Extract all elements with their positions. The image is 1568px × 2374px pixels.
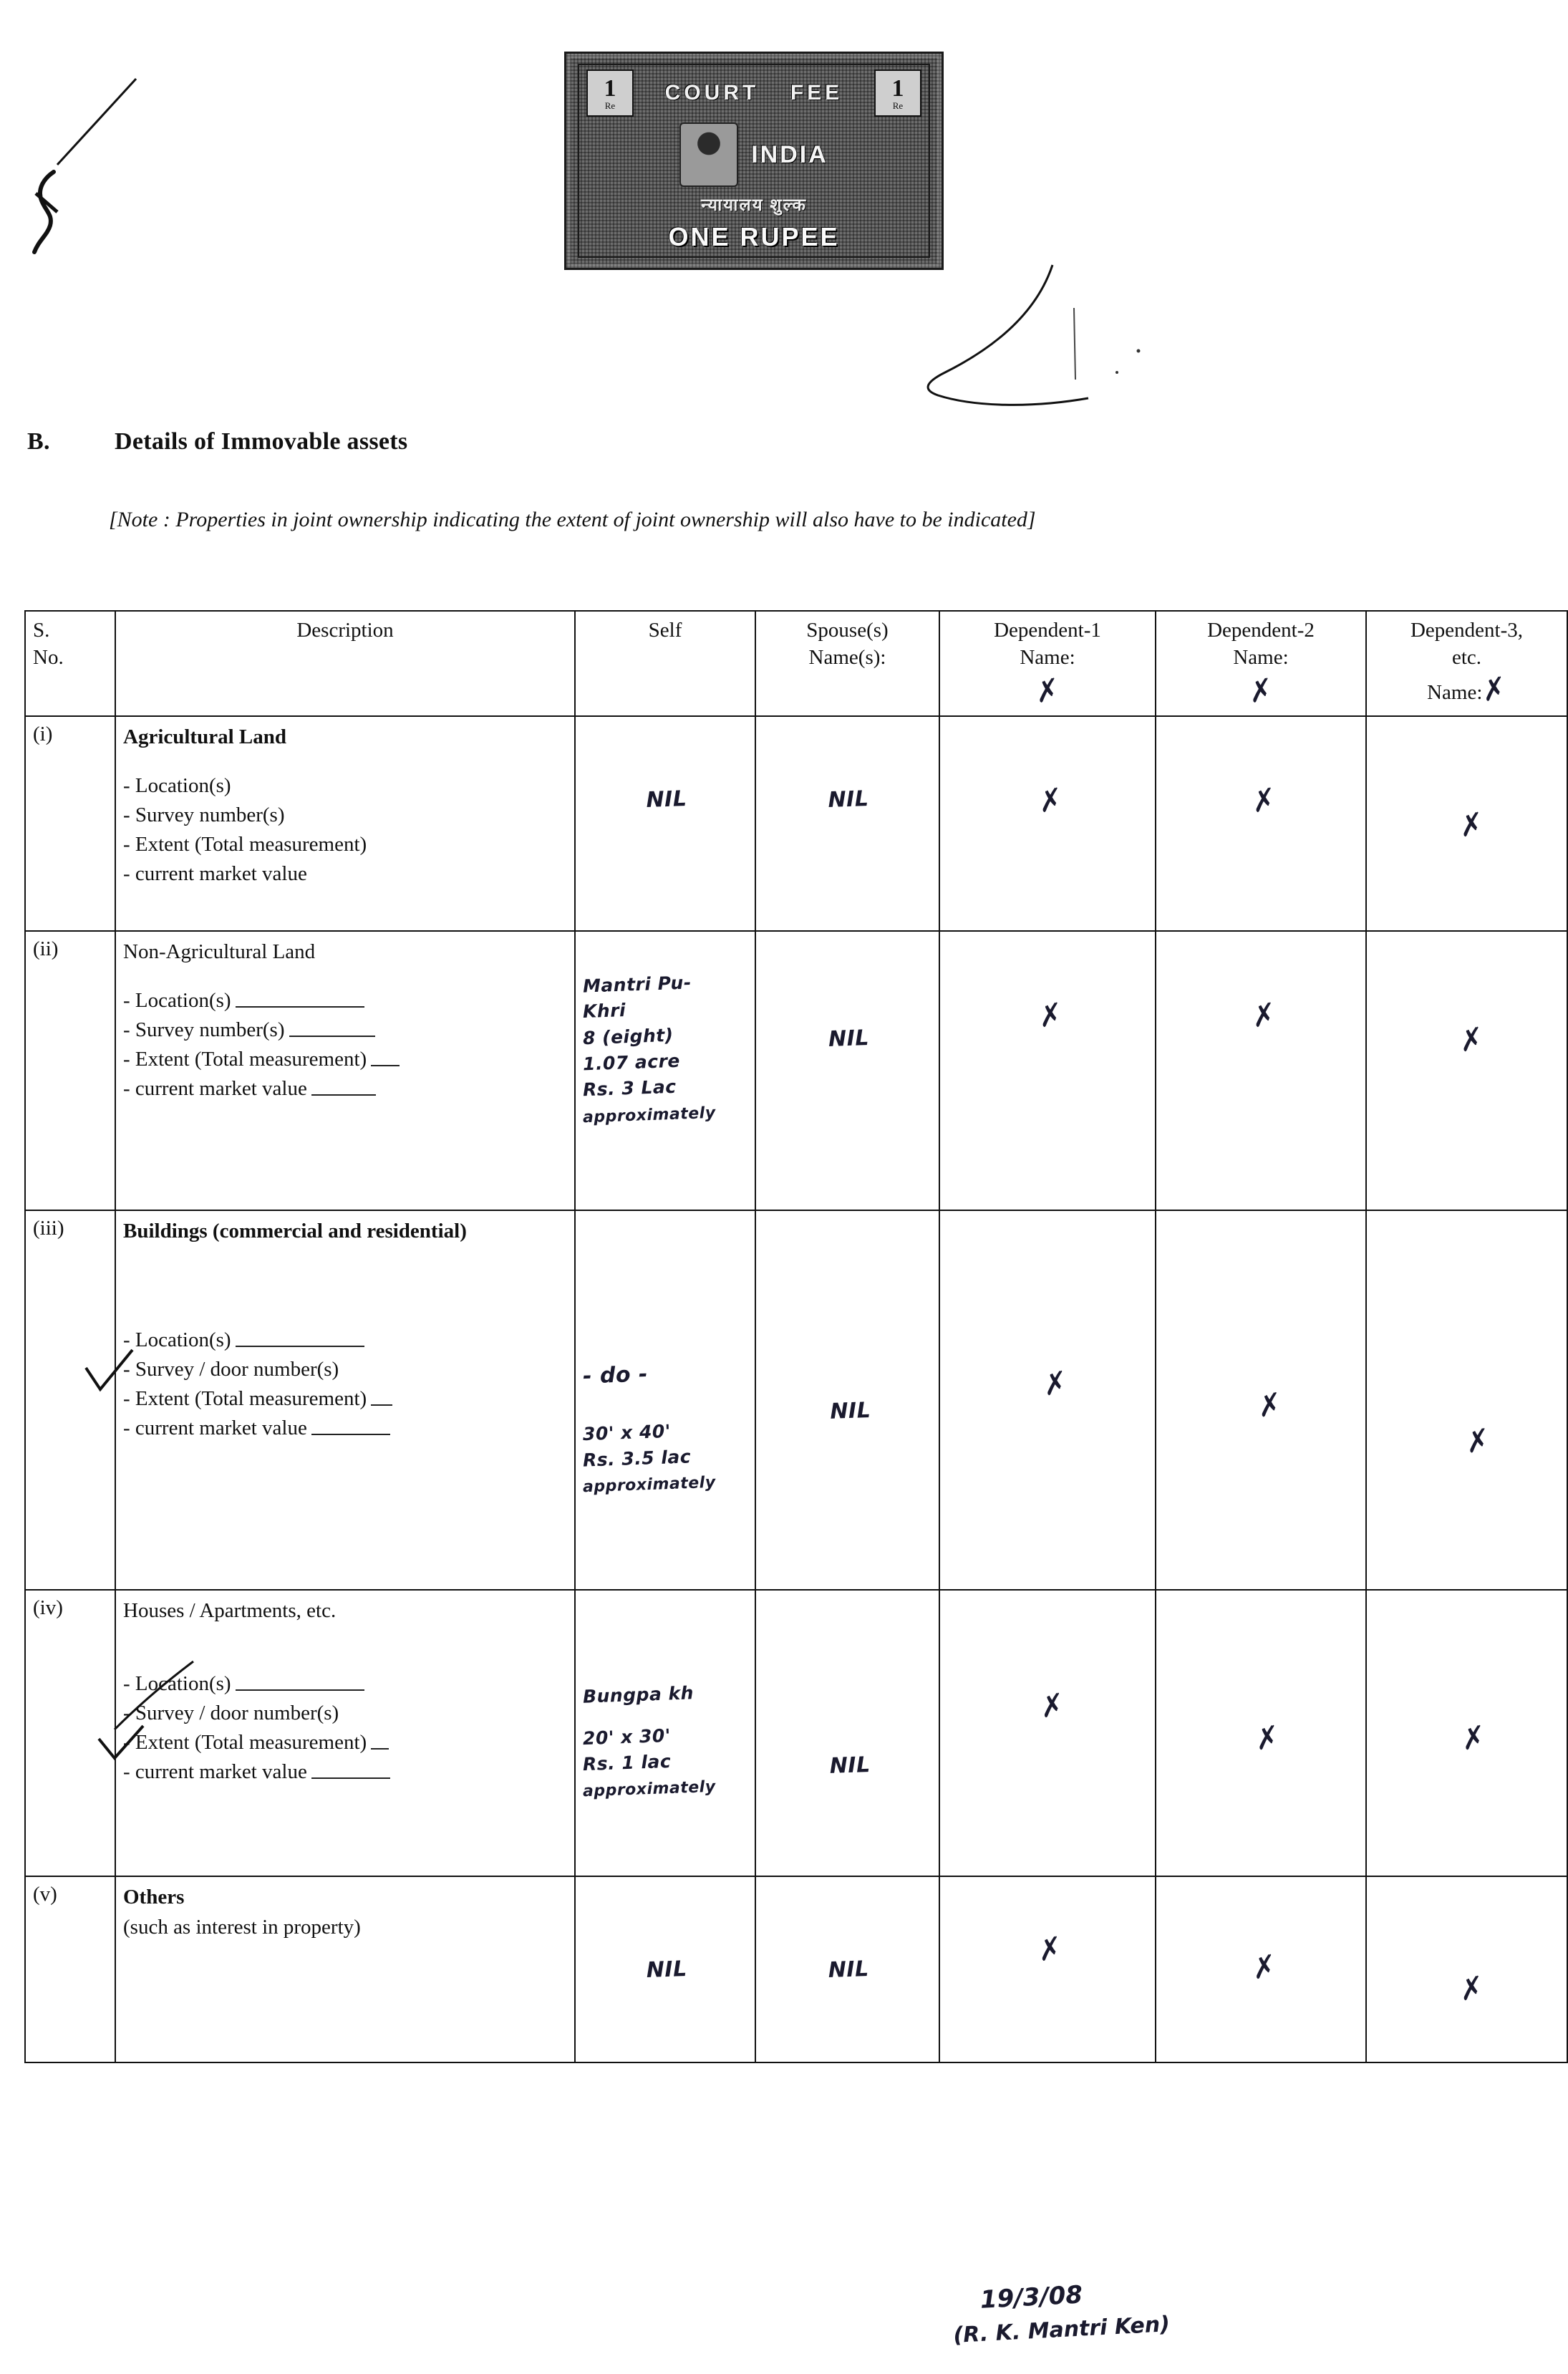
- stamp-middle-row: [579, 122, 929, 187]
- row-subitem: [123, 1699, 567, 1728]
- section-title: Details of Immovable assets: [115, 428, 408, 455]
- row-subitems: [123, 1326, 567, 1444]
- handwritten-value-spouse: NIL: [828, 1956, 870, 1984]
- header-dep1-mark: ✗: [1034, 672, 1061, 711]
- cell-self: [575, 1210, 755, 1590]
- cell-dependent-1: [939, 1210, 1156, 1590]
- leader-line: [371, 1055, 400, 1066]
- cell-dependent-1: [939, 1590, 1156, 1876]
- row-sno: (i): [25, 716, 115, 931]
- ink-scrawl-top-left: [29, 72, 186, 258]
- stamp-inner: [578, 64, 930, 258]
- table-row: [25, 1590, 1567, 1876]
- handwritten-value-self: Khri: [582, 999, 626, 1022]
- header-spouse-line1: Spouse(s): [806, 619, 889, 642]
- handwritten-value-self: Mantri Pu-: [582, 972, 692, 998]
- handwritten-value-self: 1.07 acre: [582, 1050, 681, 1075]
- cell-dependent-2: [1156, 1210, 1366, 1590]
- row-subitems: [123, 1669, 567, 1787]
- header-spouse: [755, 611, 939, 716]
- row-subitem: - Location(s): [123, 773, 231, 797]
- row-subitem-text: - current market value: [123, 1760, 307, 1784]
- row-subitem: [123, 1326, 567, 1355]
- leader-line: [371, 1394, 392, 1406]
- cell-dependent-3: [1366, 1876, 1567, 2062]
- header-dep3-line2: etc.: [1451, 645, 1482, 669]
- row-description: [115, 716, 575, 931]
- row-subitem: [123, 1384, 567, 1414]
- handwritten-mark-dep2: ✗: [1256, 1386, 1284, 1426]
- row-subitem-text: - Survey number(s): [123, 1018, 285, 1041]
- row-sno: (iii): [25, 1210, 115, 1590]
- row-subitem-text: - Extent (Total measurement): [123, 1047, 367, 1071]
- handwritten-value-self: approximately: [582, 1474, 717, 1497]
- row-subitems: [123, 771, 567, 889]
- handwritten-value-self: approximately: [582, 1104, 717, 1126]
- handwritten-value-self: - do -: [582, 1361, 649, 1389]
- handwritten-value-self: Bungpa kh: [582, 1682, 695, 1708]
- row-subitem: [123, 1757, 567, 1787]
- cell-self: [575, 1590, 755, 1876]
- table-row: [25, 1876, 1567, 2062]
- handwritten-value-self: 20' x 30': [582, 1724, 672, 1749]
- header-sno: [25, 611, 115, 716]
- handwritten-value-self: 8 (eight): [582, 1024, 674, 1049]
- row-subitem: [123, 1414, 567, 1443]
- handwritten-mark-dep1: ✗: [1037, 781, 1065, 821]
- row-title-secondary: (such as interest in property): [123, 1915, 361, 1939]
- table-body: [25, 716, 1567, 2062]
- leader-line: [289, 1026, 375, 1037]
- stamp-denomination-right: [874, 69, 921, 117]
- row-subitem-text: - current market value: [123, 1077, 307, 1101]
- handwritten-value-self: NIL: [645, 786, 687, 814]
- cell-dependent-2: [1156, 716, 1366, 931]
- cell-spouse: [755, 1210, 939, 1590]
- handwritten-mark-dep1: ✗: [1039, 1687, 1066, 1726]
- stamp-word-court: COURT: [664, 81, 760, 105]
- leader-line: [311, 1767, 390, 1779]
- footer-date: 19/3/08: [979, 2280, 1083, 2315]
- section-note: [Note : Properties in joint ownership indicating the extent of joint ownership will also have to be indicated]: [109, 508, 1036, 531]
- header-self: Self: [575, 611, 755, 716]
- row-subitem-text: - Location(s): [123, 1671, 231, 1695]
- leader-line: [236, 1679, 364, 1691]
- header-dep1-line1: Dependent-1: [994, 619, 1101, 642]
- row-title: Buildings (commercial and residential): [123, 1220, 467, 1243]
- cell-spouse: [755, 1590, 939, 1876]
- section-heading: [27, 428, 407, 455]
- stamp-word-india: INDIA: [751, 140, 828, 168]
- row-subitem-text: - Survey / door number(s): [123, 1357, 339, 1381]
- row-description: [115, 1876, 575, 2062]
- handwritten-mark-dep3: ✗: [1458, 1020, 1485, 1060]
- header-dependent-3: [1366, 611, 1567, 716]
- row-subitem-text: - Extent (Total measurement): [123, 1386, 367, 1410]
- table-row: [25, 716, 1567, 931]
- leader-line: [311, 1424, 390, 1435]
- handwritten-self-block: [583, 1217, 747, 1497]
- handwritten-mark-dep1: ✗: [1037, 996, 1065, 1036]
- header-description: Description: [115, 611, 575, 716]
- cell-spouse: [755, 931, 939, 1210]
- stamp-top-row: [579, 69, 929, 117]
- stamp-denomination-unit: Re: [604, 100, 616, 111]
- header-sno-line1: S.: [33, 619, 50, 642]
- handwritten-mark-dep3: ✗: [1458, 1969, 1485, 2009]
- cell-dependent-3: [1366, 1210, 1567, 1590]
- cell-dependent-3: [1366, 931, 1567, 1210]
- handwritten-mark-dep2: ✗: [1250, 996, 1278, 1036]
- immovable-assets-table: [24, 610, 1568, 2063]
- row-subitem: [123, 1015, 567, 1045]
- handwritten-value-self: approximately: [582, 1777, 717, 1801]
- row-subitems: [123, 986, 567, 1104]
- header-dep2-mark: ✗: [1247, 672, 1274, 711]
- cell-self: [575, 1876, 755, 2062]
- header-dep3-mark: ✗: [1481, 670, 1508, 710]
- cell-spouse: [755, 1876, 939, 2062]
- handwritten-mark-dep2: ✗: [1251, 1948, 1278, 1987]
- row-subitem: - Survey number(s): [123, 803, 285, 826]
- leader-line: [311, 1084, 376, 1096]
- header-sno-line2: No.: [33, 645, 64, 669]
- handwritten-value-spouse: NIL: [828, 1026, 870, 1053]
- handwritten-mark-dep3: ✗: [1458, 806, 1485, 845]
- row-subitem: [123, 986, 567, 1015]
- header-dep2-line2: Name:: [1233, 645, 1289, 669]
- cell-dependent-3: [1366, 716, 1567, 931]
- table-row: [25, 931, 1567, 1210]
- row-sno: (v): [25, 1876, 115, 2062]
- row-subitem: - Extent (Total measurement): [123, 832, 367, 856]
- ink-scrawl-stamp-right: [924, 265, 1167, 444]
- header-spouse-line2: Name(s):: [808, 645, 886, 669]
- row-description: [115, 1210, 575, 1590]
- cell-dependent-1: [939, 1876, 1156, 2062]
- row-subitem: [123, 1728, 567, 1757]
- row-sno: (ii): [25, 931, 115, 1210]
- handwritten-value-spouse: NIL: [829, 1752, 871, 1780]
- stamp-word-fee: FEE: [790, 81, 843, 105]
- stamp-border: [564, 52, 944, 270]
- handwritten-mark-dep1: ✗: [1042, 1364, 1069, 1404]
- row-title: Houses / Apartments, etc.: [123, 1599, 337, 1623]
- stamp-word-one-rupee: ONE RUPEE: [668, 222, 840, 251]
- footer-signature: (R. K. Mantri Ken): [952, 2312, 1171, 2348]
- handwritten-mark-dep3: ✗: [1460, 1719, 1487, 1758]
- india-emblem-icon: [679, 122, 738, 187]
- cell-dependent-1: [939, 931, 1156, 1210]
- row-subitem-text: - Extent (Total measurement): [123, 1730, 367, 1754]
- header-dep3-line3: [1374, 671, 1559, 708]
- header-dep1-line2: Name:: [1020, 645, 1075, 669]
- handwritten-value-self: Rs. 3.5 lac: [582, 1446, 692, 1471]
- row-subitem-text: - Survey / door number(s): [123, 1701, 339, 1724]
- row-title: Non-Agricultural Land: [123, 940, 316, 964]
- row-subitem: - current market value: [123, 862, 307, 886]
- handwritten-self-block: [583, 1596, 747, 1801]
- header-dep3-name-label: Name:: [1427, 681, 1483, 705]
- handwritten-self-block: [583, 937, 747, 1126]
- handwritten-value-self: Rs. 3 Lac: [582, 1076, 677, 1101]
- cell-dependent-1: [939, 716, 1156, 931]
- header-dep2-line1: Dependent-2: [1207, 619, 1315, 642]
- leader-line: [236, 996, 364, 1008]
- footer-handwriting: [952, 2276, 1171, 2348]
- cell-dependent-2: [1156, 931, 1366, 1210]
- row-subitem: [123, 1045, 567, 1074]
- header-dependent-2: [1156, 611, 1366, 716]
- row-subitem: [123, 1669, 567, 1699]
- row-description: [115, 1590, 575, 1876]
- row-description: [115, 931, 575, 1210]
- handwritten-mark-dep1: ✗: [1036, 1930, 1064, 1969]
- handwritten-mark-dep2: ✗: [1254, 1719, 1281, 1758]
- handwritten-value-self: Rs. 1 lac: [582, 1750, 672, 1775]
- handwritten-value-spouse: NIL: [827, 786, 870, 814]
- table-row: [25, 1210, 1567, 1590]
- leader-line: [236, 1336, 364, 1347]
- row-title: Others: [123, 1886, 185, 1909]
- court-fee-stamp: [564, 52, 944, 270]
- cell-self: [575, 931, 755, 1210]
- header-dep3-line1: Dependent-3,: [1410, 619, 1524, 642]
- stamp-denomination-unit-2: Re: [892, 100, 904, 111]
- table-header: [25, 611, 1567, 716]
- cell-dependent-3: [1366, 1590, 1567, 1876]
- handwritten-value-self: 30' x 40': [582, 1420, 672, 1445]
- handwritten-mark-dep2: ✗: [1250, 781, 1278, 821]
- table-header-row: [25, 611, 1567, 716]
- row-subitem-text: - Location(s): [123, 1328, 231, 1351]
- handwritten-mark-dep3: ✗: [1464, 1422, 1491, 1462]
- leader-line: [371, 1738, 389, 1750]
- row-subitem-text: - Location(s): [123, 988, 231, 1012]
- row-subitem: [123, 1355, 567, 1384]
- handwritten-value-spouse: NIL: [829, 1398, 871, 1425]
- row-subitem-text: - current market value: [123, 1417, 307, 1440]
- header-dependent-1: [939, 611, 1156, 716]
- stamp-denomination-left: [586, 69, 634, 117]
- cell-dependent-2: [1156, 1876, 1366, 2062]
- row-subitem: [123, 1074, 567, 1104]
- stamp-script-word: न्यायालय शुल्क: [701, 196, 807, 215]
- cell-dependent-2: [1156, 1590, 1366, 1876]
- row-sno: (iv): [25, 1590, 115, 1876]
- cell-self: [575, 716, 755, 931]
- cell-spouse: [755, 716, 939, 931]
- section-letter: B.: [27, 428, 50, 455]
- stamp-denomination-numeral: 1: [604, 74, 616, 102]
- stamp-denomination-numeral-2: 1: [891, 74, 904, 102]
- handwritten-value-self: NIL: [645, 1956, 687, 1984]
- row-title: Agricultural Land: [123, 725, 286, 749]
